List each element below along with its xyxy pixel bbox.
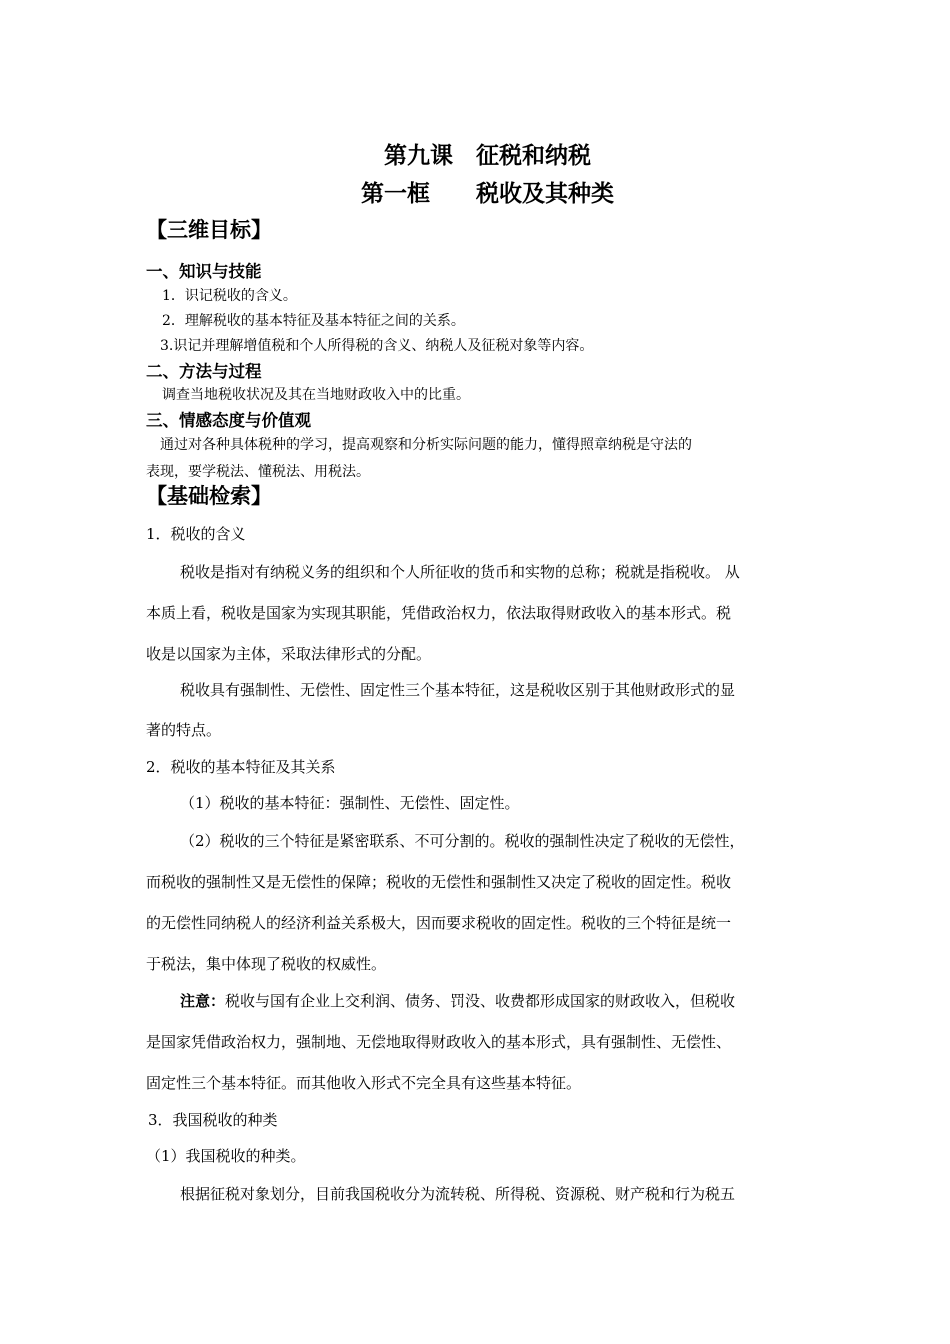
section2-line-5: 于税法，集中体现了税收的权威性。 [146, 955, 387, 973]
lesson-title: 第九课 征税和纳税 [384, 143, 591, 169]
section2-line-2: （2）税收的三个特征是紧密联系、不可分割的。税收的强制性决定了税收的无偿性， [180, 832, 745, 850]
knowledge-heading: 一、知识与技能 [146, 262, 262, 281]
section1-line-4: 税收具有强制性、无偿性、固定性三个基本特征，这是税收区别于其他财政形式的显 [180, 681, 736, 699]
emotion-line-2: 表现，要学税法、懂税法、用税法。 [146, 464, 370, 480]
goals-heading: 【三维目标】 [146, 218, 272, 242]
note-line-2: 是国家凭借政治权力，强制地、无偿地取得财政收入的基本形式，具有强制性、无偿性、 [146, 1033, 732, 1051]
method-item: 调查当地税收状况及其在当地财政收入中的比重。 [162, 387, 470, 403]
knowledge-item-1: 1．识记税收的含义。 [162, 288, 297, 304]
note-line-1 [180, 990, 735, 1011]
section1-line-1: 税收是指对有纳税义务的组织和个人所征收的货币和实物的总称；税就是指税收。 从 [180, 563, 740, 581]
section2-line-4: 的无偿性同纳税人的经济利益关系极大，因而要求税收的固定性。税收的三个特征是统一 [146, 914, 732, 932]
emotion-line-1: 通过对各种具体税种的学习，提高观察和分析实际问题的能力，懂得照章纳税是守法的 [160, 437, 692, 453]
section2-title: 2．税收的基本特征及其关系 [146, 758, 336, 776]
section1-title: 1．税收的含义 [146, 525, 246, 543]
emotion-heading: 三、情感态度与价值观 [146, 411, 311, 430]
note-text: 税收与国有企业上交利润、债务、罚没、收费都形成国家的财政收入，但税收 [225, 992, 736, 1010]
basic-heading: 【基础检索】 [146, 484, 272, 508]
note-label: 注意： [180, 992, 226, 1010]
section3-line-1: （1）我国税收的种类。 [146, 1147, 306, 1165]
section1-line-3: 收是以国家为主体，采取法律形式的分配。 [146, 645, 432, 663]
method-heading: 二、方法与过程 [146, 362, 262, 381]
section1-line-2: 本质上看，税收是国家为实现其职能，凭借政治权力，依法取得财政收入的基本形式。税 [146, 604, 732, 622]
note-line-3: 固定性三个基本特征。而其他收入形式不完全具有这些基本特征。 [146, 1074, 582, 1092]
section-title: 第一框 税收及其种类 [361, 181, 614, 207]
section1-line-5: 著的特点。 [146, 721, 222, 739]
section3-line-2: 根据征税对象划分，目前我国税收分为流转税、所得税、资源税、财产税和行为税五 [180, 1185, 736, 1203]
section2-line-3: 而税收的强制性又是无偿性的保障；税收的无偿性和强制性又决定了税收的固定性。税收 [146, 873, 732, 891]
knowledge-item-2: 2．理解税收的基本特征及基本特征之间的关系。 [162, 313, 465, 329]
section3-title: 3．我国税收的种类 [148, 1111, 278, 1129]
knowledge-item-3: 3.识记并理解增值税和个人所得税的含义、纳税人及征税对象等内容。 [160, 338, 594, 354]
section2-line-1: （1）税收的基本特征：强制性、无偿性、固定性。 [180, 794, 520, 812]
